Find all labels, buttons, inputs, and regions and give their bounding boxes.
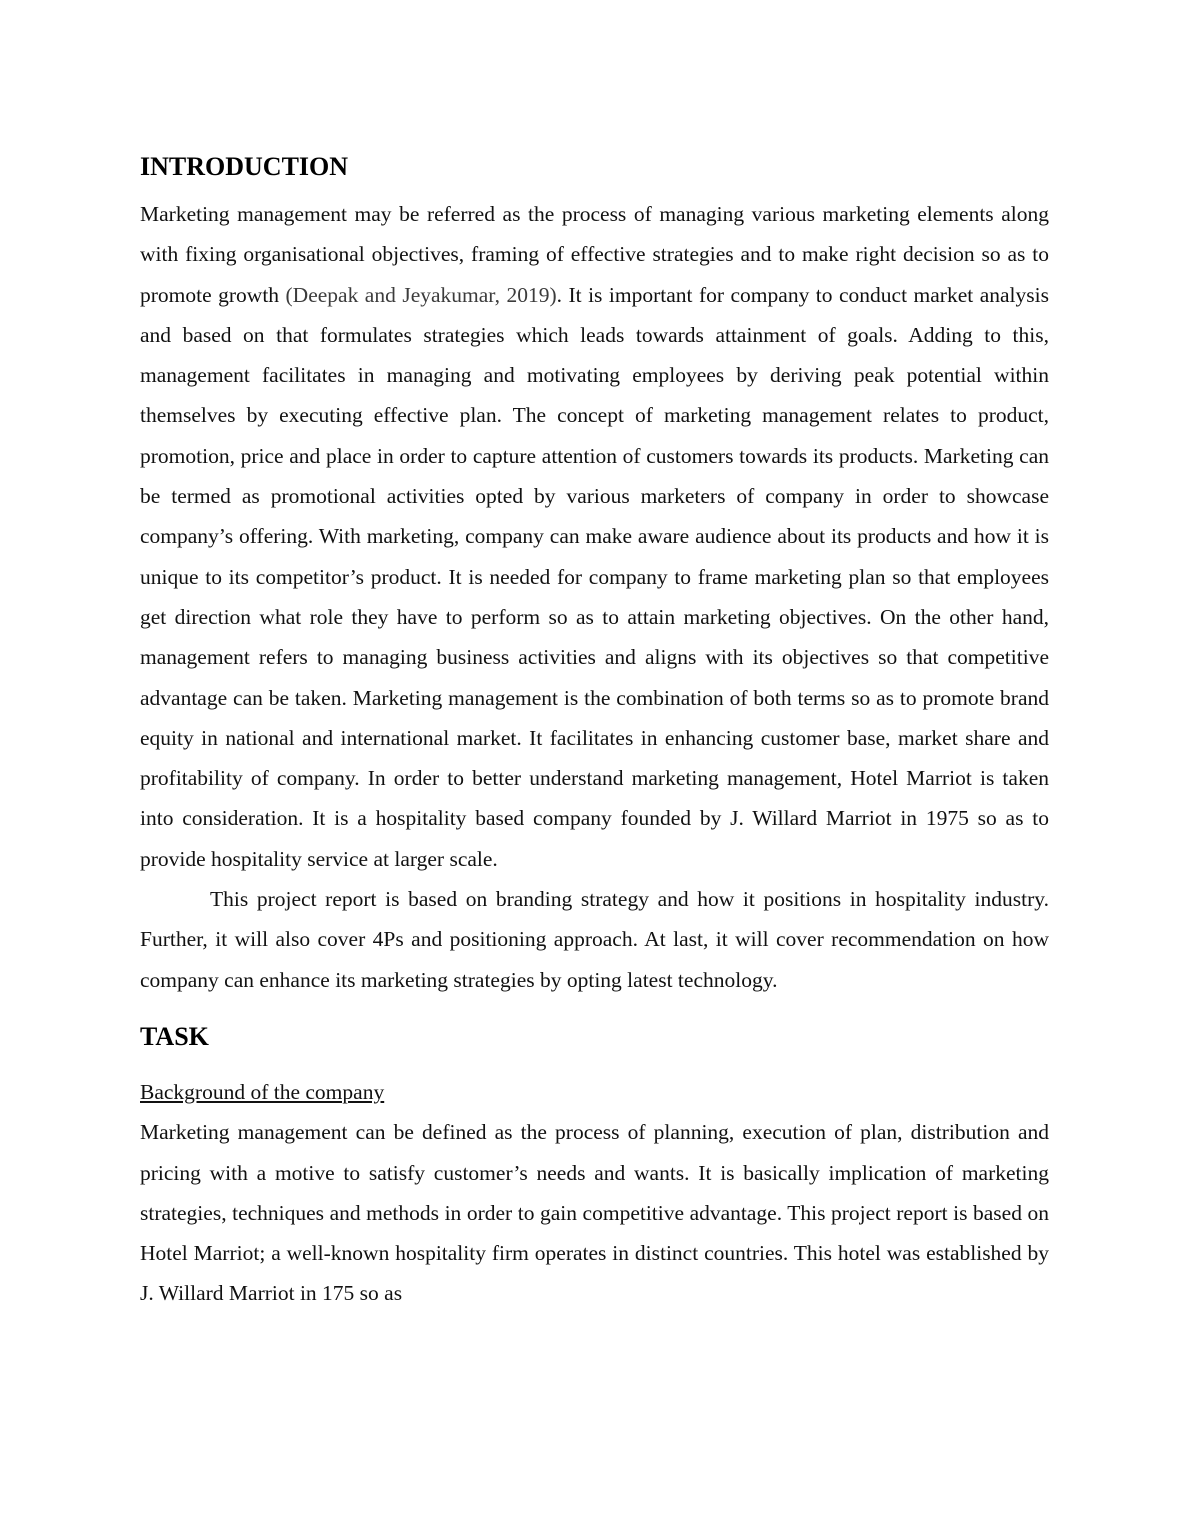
- document-page: [140, 150, 1049, 1314]
- introduction-heading: INTRODUCTION: [140, 152, 349, 181]
- introduction-paragraph-1-text-b: . It is important for company to conduct market analysis and based on that formulates strategies which leads towards attainment of goals. Adding to this, management facilitates in managing and motivating employees by deriving peak potential within themselves by executing effective plan. The concept of marketing management relates to product, promotion, price and place in order to capture attention of customers towards its products. Marketing can be termed as promotional activities opted by various marketers of company in order to showcase company’s offering. With marketing, company can make aware audience about its products and how it is unique to its competitor’s product. It is needed for company to frame marketing plan so that employees get direction what role they have to perform so as to attain marketing objectives. On the other hand, management refers to managing business activities and aligns with its objectives so that competitive advantage can be taken. Marketing management is the combination of both terms so as to promote brand equity in national and international market. It facilitates in enhancing customer base, market share and profitability of company. In order to better understand marketing management, Hotel Marriot is taken into consideration. It is a hospitality based company founded by J. Willard Marriot in 1975 so as to provide hospitality service at larger scale.: [140, 282, 1049, 871]
- citation: (Deepak and Jeyakumar, 2019): [285, 282, 557, 307]
- background-subheading: Background of the company: [140, 1079, 385, 1104]
- background-paragraph: Marketing management can be defined as the process of planning, execution of plan, distribution and pricing with a motive to satisfy customer’s needs and wants. It is basically implication of marketing strategies, techniques and methods in order to gain competitive advantage. This project report is based on Hotel Marriot; a well-known hospitality firm operates in distinct countries. This hotel was established by J. Willard Marriot in 175 so as: [140, 1120, 1049, 1306]
- introduction-paragraph-1-text-a: Marketing management may be referred as the process of managing various marketing elements along with fixing organisational objectives, framing of effective strategies and to make right decision so as to promote growth: [140, 202, 1049, 307]
- introduction-paragraph-1: [140, 194, 1049, 879]
- task-heading: TASK: [140, 1021, 209, 1051]
- introduction-paragraph-2: This project report is based on branding strategy and how it positions in hospitality industry. Further, it will also cover 4Ps and positioning approach. At last, it will cover recommendation on how company can enhance its marketing strategies by opting latest technology.: [140, 887, 1049, 992]
